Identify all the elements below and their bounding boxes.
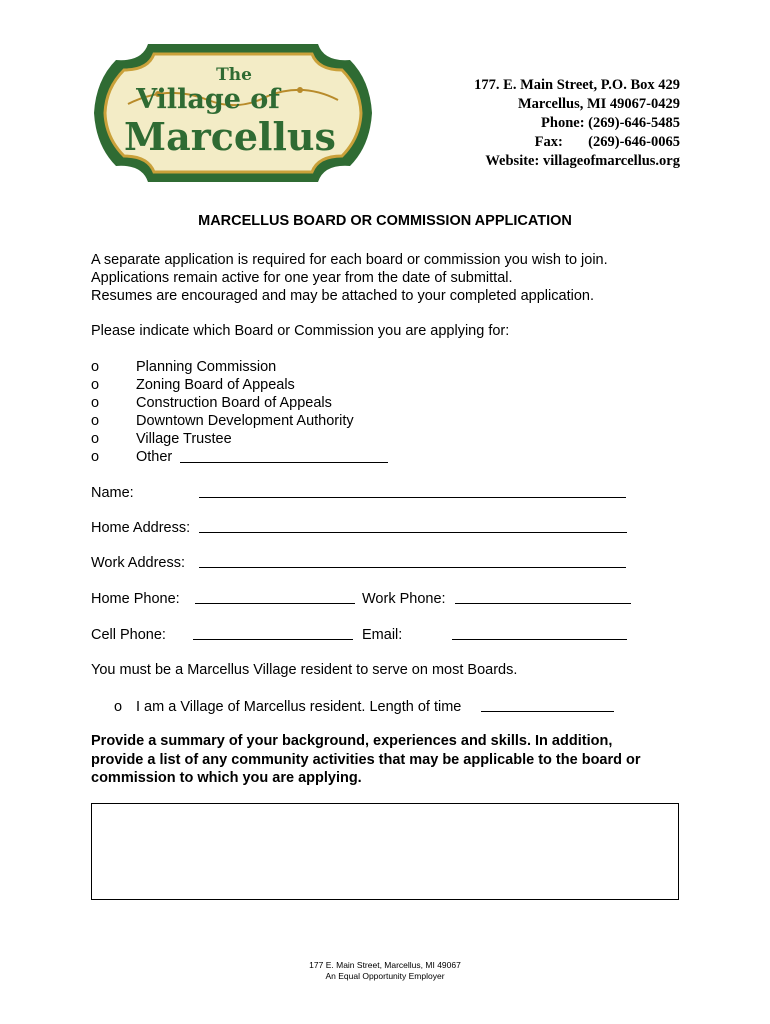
option-checkbox[interactable]: o <box>91 377 100 393</box>
address-fax: Fax: (269)-646-0065 <box>534 134 680 150</box>
home-address-label: Home Address: <box>91 520 191 536</box>
home-address-field[interactable] <box>199 519 627 533</box>
letterhead-address <box>474 76 680 171</box>
email-field[interactable] <box>452 626 627 640</box>
name-field[interactable] <box>199 484 626 498</box>
name-label: Name: <box>91 485 134 501</box>
home-phone-label: Home Phone: <box>91 591 180 607</box>
cell-phone-field[interactable] <box>193 626 353 640</box>
village-logo <box>88 38 378 188</box>
summary-prompt-line-3: commission to which you are applying. <box>91 770 362 786</box>
logo-text-village: Village of <box>136 84 280 115</box>
home-phone-field[interactable] <box>195 590 355 604</box>
cell-phone-label: Cell Phone: <box>91 627 166 643</box>
intro-line-1: A separate application is required for each board or commission you wish to join. <box>91 252 608 268</box>
work-phone-label: Work Phone: <box>362 591 446 607</box>
address-city: Marcellus, MI 49067-0429 <box>517 96 680 112</box>
work-phone-field[interactable] <box>455 590 631 604</box>
option-checkbox[interactable]: o <box>91 395 100 411</box>
summary-prompt-line-1: Provide a summary of your background, experiences and skills. In addition, <box>91 733 613 749</box>
logo-text-the: The <box>216 65 252 85</box>
option-checkbox[interactable]: o <box>91 359 100 375</box>
work-address-field[interactable] <box>199 554 626 568</box>
intro-line-3: Resumes are encouraged and may be attached to your completed application. <box>91 288 594 304</box>
form-title: MARCELLUS BOARD OR COMMISSION APPLICATION <box>198 213 572 229</box>
resident-label: I am a Village of Marcellus resident. Length of time <box>136 699 462 715</box>
option-checkbox[interactable]: o <box>91 431 100 447</box>
option-village-trustee: Village Trustee <box>136 431 232 447</box>
footer-address: 177 E. Main Street, Marcellus, MI 49067 <box>309 960 461 970</box>
summary-textarea[interactable] <box>91 803 679 900</box>
residency-length-field[interactable] <box>481 698 614 712</box>
intro-line-2: Applications remain active for one year from the date of submittal. <box>91 270 513 286</box>
other-blank[interactable] <box>180 449 388 463</box>
address-website: Website: villageofmarcellus.org <box>485 153 680 169</box>
indicate-prompt: Please indicate which Board or Commission you are applying for: <box>91 323 510 339</box>
work-address-label: Work Address: <box>91 555 186 571</box>
option-checkbox[interactable]: o <box>91 449 100 465</box>
summary-prompt <box>91 732 691 788</box>
option-zoning-board: Zoning Board of Appeals <box>136 377 295 393</box>
email-label: Email: <box>362 627 403 643</box>
footer-eoe: An Equal Opportunity Employer <box>325 971 445 981</box>
resident-checkbox[interactable]: o <box>114 699 123 715</box>
option-downtown-development: Downtown Development Authority <box>136 413 354 429</box>
option-construction-board: Construction Board of Appeals <box>136 395 332 411</box>
address-phone: Phone: (269)-646-5485 <box>541 115 680 131</box>
option-planning-commission: Planning Commission <box>136 359 277 375</box>
resident-note: You must be a Marcellus Village resident to serve on most Boards. <box>91 662 518 678</box>
summary-prompt-line-2: provide a list of any community activities that may be applicable to the board or <box>91 751 641 768</box>
option-checkbox[interactable]: o <box>91 413 100 429</box>
address-street: 177. E. Main Street, P.O. Box 429 <box>474 77 680 93</box>
logo-text-marcellus: Marcellus <box>124 114 336 159</box>
option-other: Other <box>136 449 173 465</box>
